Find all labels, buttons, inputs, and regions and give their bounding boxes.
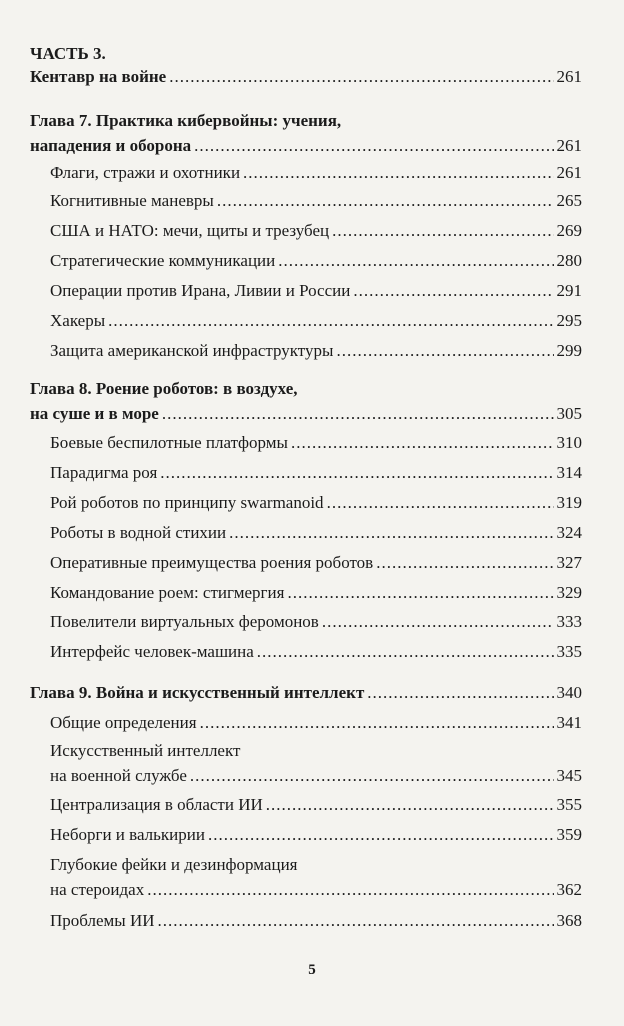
toc-entry	[50, 852, 582, 902]
dot-leader	[162, 401, 554, 426]
entry-title-line1: Глава 8. Роение роботов: в воздухе,	[30, 379, 298, 398]
toc-entry-chapter-7	[30, 108, 582, 158]
dot-leader	[160, 460, 553, 485]
entry-page: 314	[556, 463, 582, 482]
toc-entry	[50, 520, 582, 545]
dot-leader	[190, 763, 554, 788]
dot-leader	[208, 822, 554, 847]
dot-leader	[147, 877, 553, 902]
dot-leader	[243, 160, 553, 185]
toc-entry-chapter-8	[30, 376, 582, 426]
part-label: ЧАСТЬ 3.	[30, 44, 106, 63]
entry-title: Неборги и валькирии	[50, 825, 205, 844]
entry-page: 261	[556, 163, 582, 182]
toc-entry	[50, 278, 582, 303]
dot-leader	[217, 188, 554, 213]
toc-entry-part-3	[30, 64, 582, 89]
toc-entry	[50, 792, 582, 817]
entry-title: Защита американской инфраструктуры	[50, 341, 334, 360]
entry-page: 269	[556, 221, 582, 240]
entry-title: Централизация в области ИИ	[50, 795, 263, 814]
toc-entry	[50, 738, 582, 788]
page-number: 5	[308, 962, 316, 978]
entry-title: Боевые беспилотные платформы	[50, 433, 288, 452]
entry-page: 265	[556, 191, 582, 210]
entry-page: 280	[556, 251, 582, 270]
entry-title: на стероидах	[50, 880, 145, 899]
entry-title: Кентавр на войне	[30, 67, 167, 86]
entry-page: 295	[556, 311, 582, 330]
entry-page: 359	[556, 825, 582, 844]
toc-entry	[50, 580, 582, 605]
toc-entry	[50, 430, 582, 455]
dot-leader	[332, 218, 553, 243]
toc-entry	[50, 248, 582, 273]
entry-title: Флаги, стражи и охотники	[50, 163, 241, 182]
entry-title: Глава 9. Война и искусственный интеллект	[30, 683, 365, 702]
dot-leader	[229, 520, 553, 545]
dot-leader	[327, 490, 554, 515]
entry-title: Хакеры	[50, 311, 106, 330]
dot-leader	[353, 278, 553, 303]
entry-title: Общие определения	[50, 713, 197, 732]
toc-entry	[50, 460, 582, 485]
entry-title-line1: Глубокие фейки и дезинформация	[50, 855, 298, 874]
entry-page: 362	[556, 880, 582, 899]
toc-entry	[50, 490, 582, 515]
toc-entry	[50, 550, 582, 575]
entry-title-line1: Глава 7. Практика кибервойны: учения,	[30, 111, 342, 130]
entry-title: Стратегические коммуникации	[50, 251, 276, 270]
entry-page: 335	[556, 642, 582, 661]
entry-page: 261	[556, 67, 582, 86]
entry-page: 327	[556, 553, 582, 572]
entry-title: на суше и в море	[30, 404, 159, 423]
entry-page: 310	[556, 433, 582, 452]
dot-leader	[287, 580, 553, 605]
toc-entry	[50, 710, 582, 735]
toc-entry-chapter-9	[30, 680, 582, 705]
entry-title: Интерфейс человек-машина	[50, 642, 254, 661]
toc-entry	[50, 639, 582, 664]
entry-page: 305	[556, 404, 582, 423]
entry-page: 333	[556, 612, 582, 631]
entry-page: 345	[556, 766, 582, 785]
entry-title: Проблемы ИИ	[50, 911, 155, 930]
dot-leader	[169, 64, 553, 89]
entry-page: 341	[556, 713, 582, 732]
entry-title-line1: Искусственный интеллект	[50, 741, 241, 760]
entry-page: 261	[556, 136, 582, 155]
dot-leader	[367, 680, 553, 705]
toc-entry	[50, 188, 582, 213]
dot-leader	[291, 430, 554, 455]
entry-page: 368	[556, 911, 582, 930]
entry-title: Операции против Ирана, Ливии и России	[50, 281, 351, 300]
entry-title: Повелители виртуальных феромонов	[50, 612, 319, 631]
entry-title: Когнитивные маневры	[50, 191, 214, 210]
entry-title: Командование роем: стигмергия	[50, 583, 285, 602]
entry-title: нападения и оборона	[30, 136, 192, 155]
toc-entry	[50, 218, 582, 243]
entry-title: на военной службе	[50, 766, 187, 785]
toc-entry	[50, 308, 582, 333]
dot-leader	[257, 639, 554, 664]
dot-leader	[336, 338, 553, 363]
entry-page: 340	[556, 683, 582, 702]
dot-leader	[200, 710, 554, 735]
dot-leader	[278, 248, 553, 273]
entry-page: 324	[556, 523, 582, 542]
entry-page: 299	[556, 341, 582, 360]
toc-entry	[50, 908, 582, 933]
toc-entry	[50, 822, 582, 847]
dot-leader	[266, 792, 554, 817]
entry-page: 355	[556, 795, 582, 814]
toc-entry	[50, 338, 582, 363]
entry-title: Оперативные преимущества роения роботов	[50, 553, 374, 572]
dot-leader	[194, 133, 553, 158]
entry-page: 291	[556, 281, 582, 300]
dot-leader	[322, 609, 554, 634]
toc-entry	[50, 160, 582, 185]
dot-leader	[108, 308, 553, 333]
toc-entry	[50, 609, 582, 634]
dot-leader	[376, 550, 553, 575]
entry-page: 329	[556, 583, 582, 602]
entry-title: Рой роботов по принципу swarmanoid	[50, 493, 324, 512]
entry-page: 319	[556, 493, 582, 512]
entry-title: Парадигма роя	[50, 463, 158, 482]
entry-title: Роботы в водной стихии	[50, 523, 227, 542]
dot-leader	[158, 908, 554, 933]
entry-title: США и НАТО: мечи, щиты и трезубец	[50, 221, 330, 240]
